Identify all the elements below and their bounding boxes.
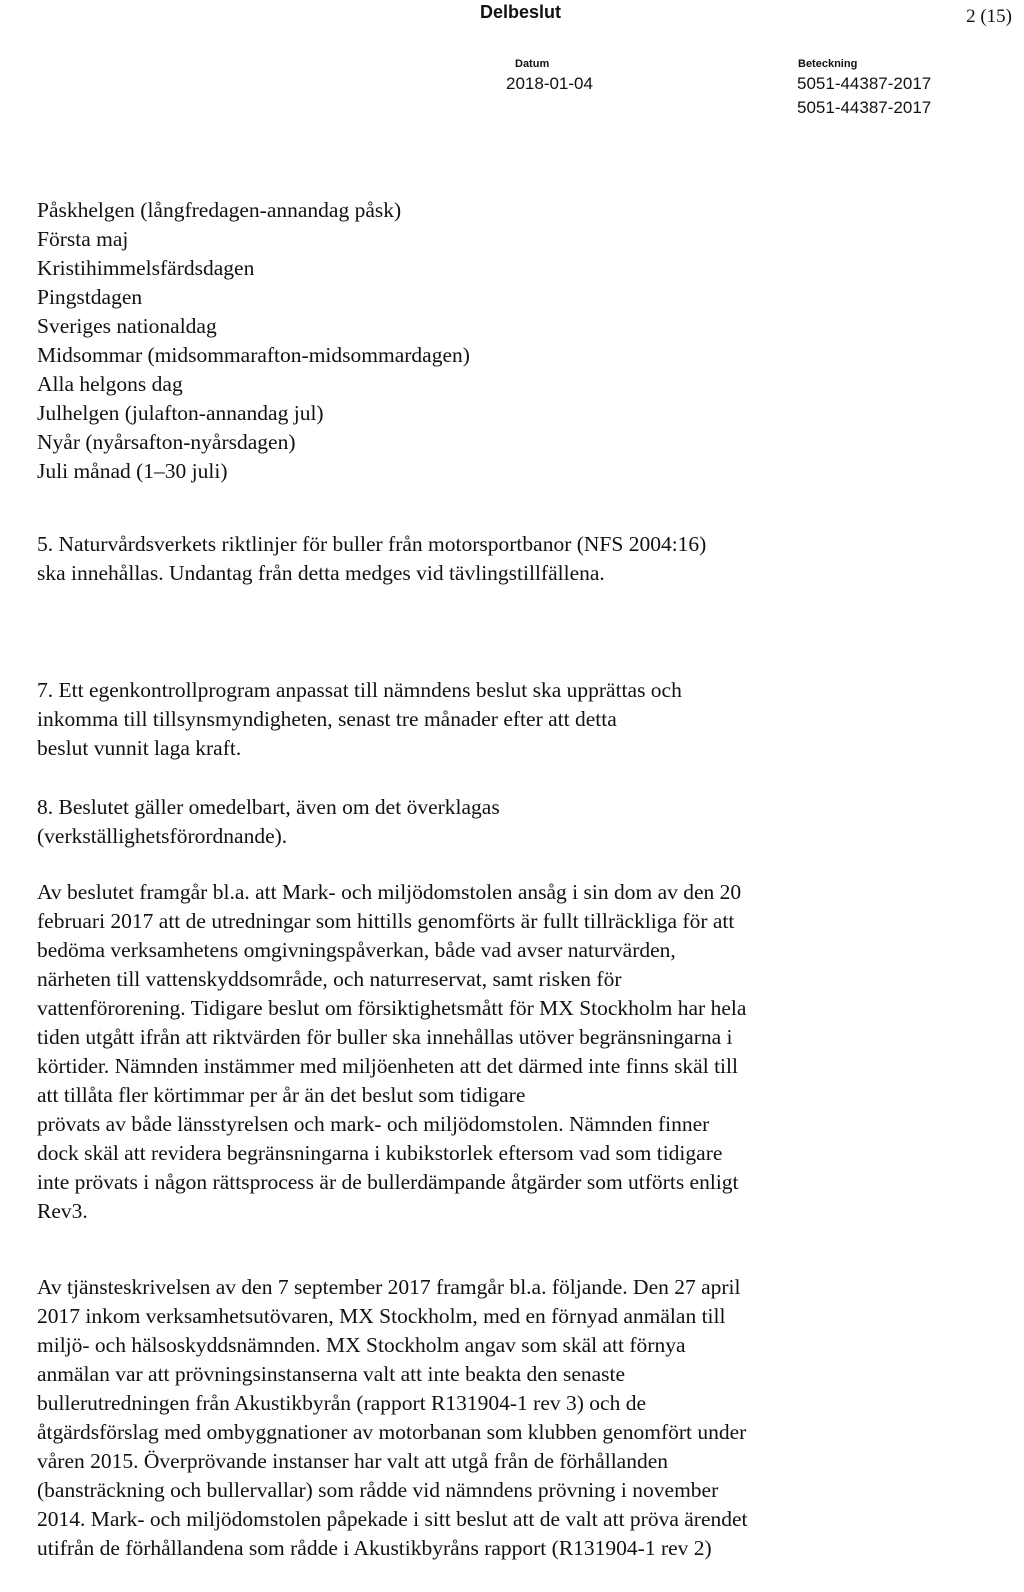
paragraph-line: anmälan var att prövningsinstanserna valt att inte beakta den senaste bbox=[37, 1362, 626, 1386]
condition-point-5 bbox=[37, 530, 706, 588]
paragraph-service-memo bbox=[37, 1273, 748, 1563]
paragraph-line: beslut vunnit laga kraft. bbox=[37, 736, 242, 760]
datum-label: Datum bbox=[515, 58, 550, 70]
document-type-title: Delbeslut bbox=[480, 2, 562, 22]
paragraph-line: Av tjänsteskrivelsen av den 7 september 2017 framgår bl.a. följande. Den 27 april bbox=[37, 1275, 741, 1299]
holiday-item: Första maj bbox=[37, 227, 129, 251]
paragraph-line: närheten till vattenskyddsområde, och naturreservat, samt risken för bbox=[37, 967, 622, 991]
paragraph-line: prövats av både länsstyrelsen och mark- och miljödomstolen. Nämnden finner bbox=[37, 1112, 710, 1136]
paragraph-line: 2017 inkom verksamhetsutövaren, MX Stockholm, med en förnyad anmälan till bbox=[37, 1304, 726, 1328]
paragraph-line: (bansträckning och bullervallar) som rådde vid nämndens prövning i november bbox=[37, 1478, 719, 1502]
paragraph-line: körtider. Nämnden instämmer med miljöenheten att det därmed inte finns skäl till bbox=[37, 1054, 738, 1078]
condition-point-7 bbox=[37, 676, 682, 763]
holiday-item: Alla helgons dag bbox=[37, 372, 183, 396]
holiday-item: Kristihimmelsfärdsdagen bbox=[37, 256, 255, 280]
paragraph-line: 5. Naturvårdsverkets riktlinjer för buller från motorsportbanor (NFS 2004:16) bbox=[37, 532, 707, 556]
paragraph-line: inte prövats i någon rättsprocess är de bullerdämpande åtgärder som utförts enligt bbox=[37, 1170, 739, 1194]
paragraph-line: bedöma verksamhetens omgivningspåverkan, både vad avser naturvärden, bbox=[37, 938, 676, 962]
paragraph-line: 2014. Mark- och miljödomstolen påpekade i sitt beslut att de valt att pröva ärendet bbox=[37, 1507, 748, 1531]
paragraph-line: att tillåta fler körtimmar per år än det beslut som tidigare bbox=[37, 1083, 526, 1107]
paragraph-line: ska innehållas. Undantag från detta medges vid tävlingstillfällena. bbox=[37, 561, 605, 585]
paragraph-decision-summary bbox=[37, 878, 746, 1226]
holiday-item: Nyår (nyårsafton-nyårsdagen) bbox=[37, 430, 296, 454]
condition-point-8 bbox=[37, 793, 500, 851]
holiday-item: Pingstdagen bbox=[37, 285, 143, 309]
paragraph-line: våren 2015. Överprövande instanser har valt att utgå från de förhållanden bbox=[37, 1449, 669, 1473]
paragraph-line: tiden utgått ifrån att riktvärden för buller ska innehållas utöver begränsningarna i bbox=[37, 1025, 733, 1049]
paragraph-line: dock skäl att revidera begränsningarna i kubikstorlek eftersom vad som tidigare bbox=[37, 1141, 723, 1165]
paragraph-line: vattenförorening. Tidigare beslut om försiktighetsmått för MX Stockholm har hela bbox=[37, 996, 747, 1020]
beteckning-value: 5051-44387-2017 bbox=[797, 98, 932, 117]
paragraph-line: februari 2017 att de utredningar som hittills genomförts är fullt tillräckliga för att bbox=[37, 909, 735, 933]
holiday-item: Julhelgen (julafton-annandag jul) bbox=[37, 401, 324, 425]
holiday-item: Påskhelgen (långfredagen-annandag påsk) bbox=[37, 198, 402, 222]
paragraph-line: åtgärdsförslag med ombyggnationer av motorbanan som klubben genomfört under bbox=[37, 1420, 747, 1444]
paragraph-line: 7. Ett egenkontrollprogram anpassat till nämndens beslut ska upprättas och bbox=[37, 678, 682, 702]
datum-value: 2018-01-04 bbox=[506, 74, 593, 93]
paragraph-line: inkomma till tillsynsmyndigheten, senast tre månader efter att detta bbox=[37, 707, 617, 731]
beteckning-label: Beteckning bbox=[798, 58, 858, 70]
paragraph-line: miljö- och hälsoskyddsnämnden. MX Stockholm angav som skäl att förnya bbox=[37, 1333, 686, 1357]
paragraph-line: (verkställighetsförordnande). bbox=[37, 824, 288, 848]
paragraph-line: bullerutredningen från Akustikbyrån (rapport R131904-1 rev 3) och de bbox=[37, 1391, 647, 1415]
holiday-item: Sveriges nationaldag bbox=[37, 314, 217, 338]
holiday-item: Juli månad (1–30 juli) bbox=[37, 459, 228, 483]
holiday-list bbox=[37, 196, 470, 486]
paragraph-line: 8. Beslutet gäller omedelbart, även om det överklagas bbox=[37, 795, 500, 819]
paragraph-line: Rev3. bbox=[37, 1199, 88, 1223]
paragraph-line: Av beslutet framgår bl.a. att Mark- och miljödomstolen ansåg i sin dom av den 20 bbox=[37, 880, 742, 904]
holiday-item: Midsommar (midsommarafton-midsommardagen) bbox=[37, 343, 470, 367]
paragraph-line: utifrån de förhållandena som rådde i Akustikbyråns rapport (R131904-1 rev 2) bbox=[37, 1536, 712, 1560]
beteckning-value: 5051-44387-2017 bbox=[797, 74, 932, 93]
page-number: 2 (15) bbox=[966, 6, 1012, 27]
